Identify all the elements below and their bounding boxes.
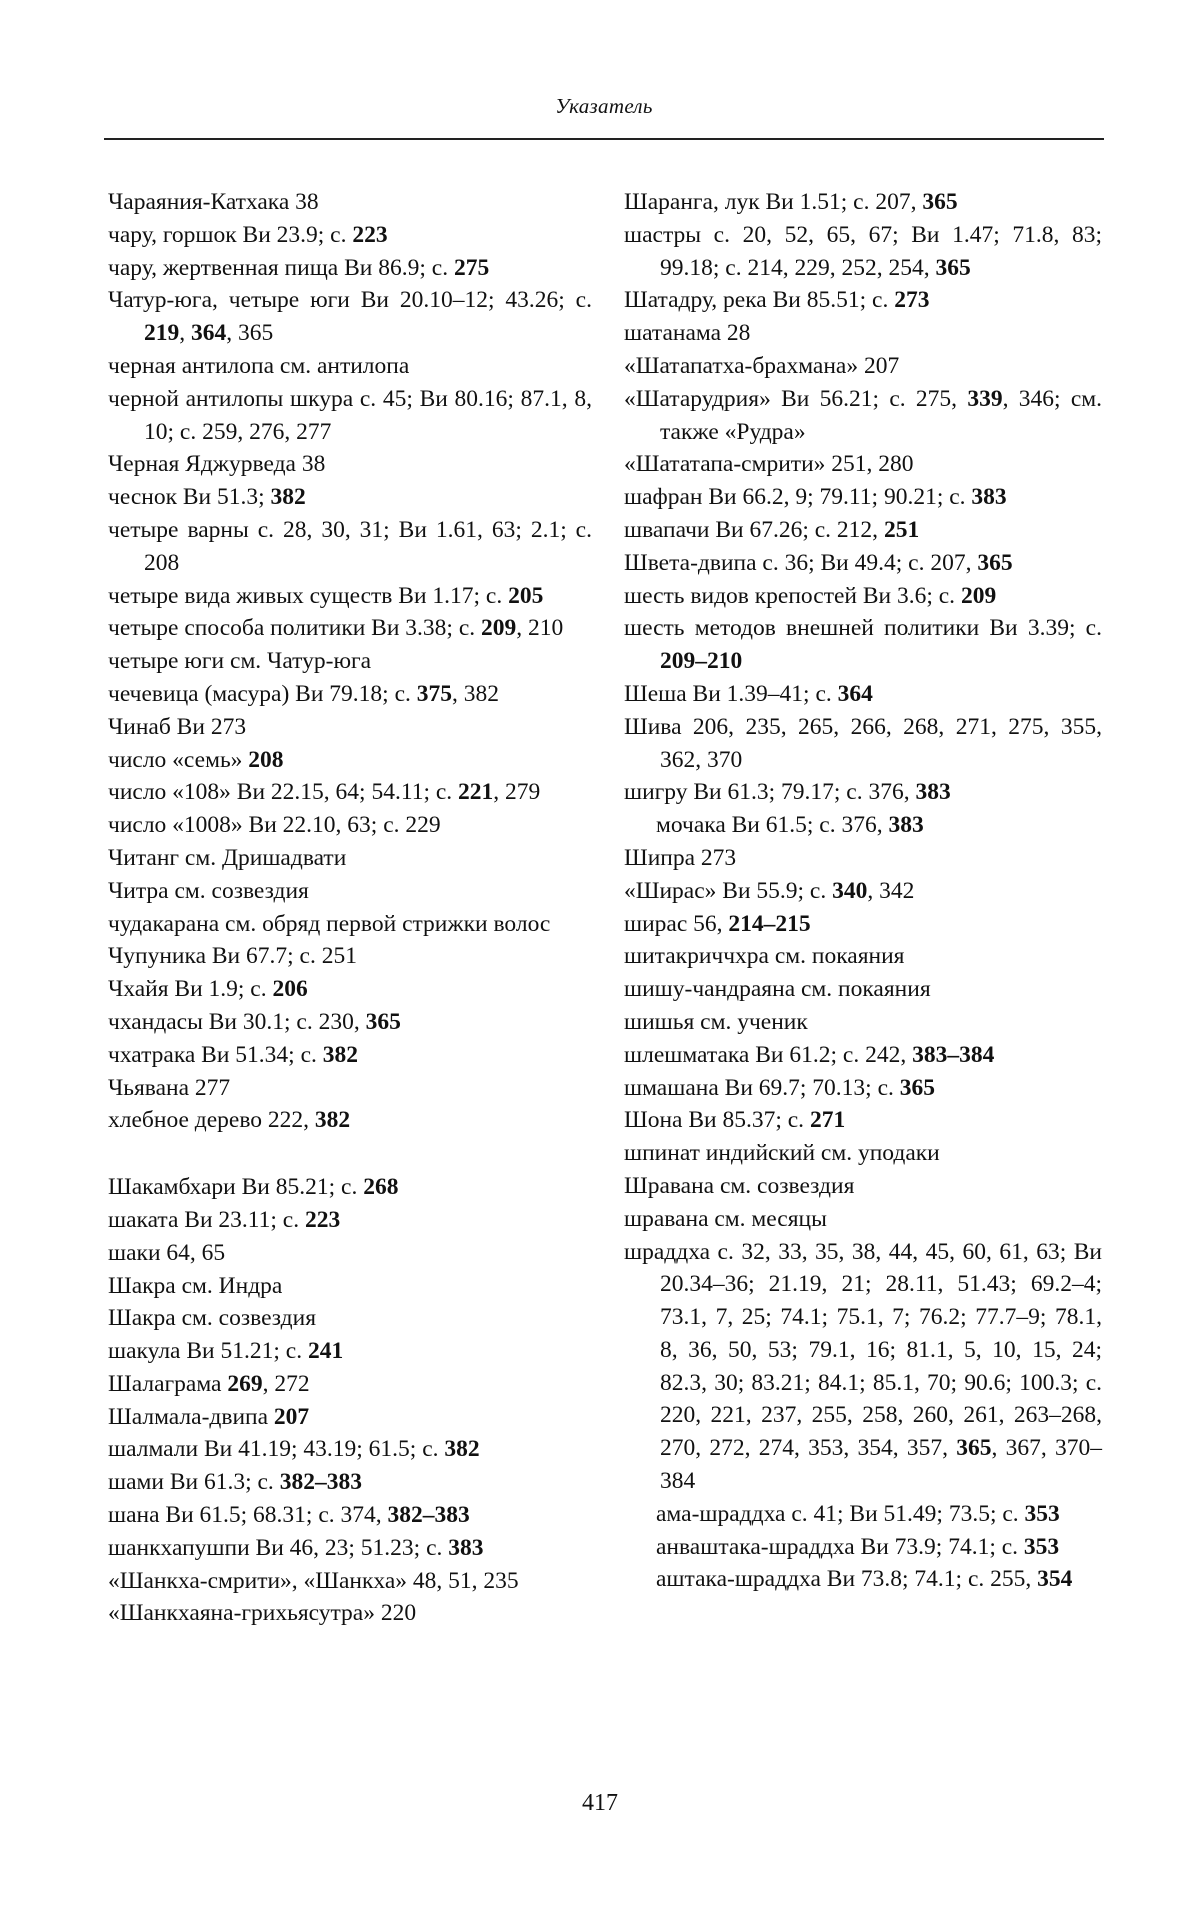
index-entry: чечевица (масура) Ви 79.18; с. 375, 382 bbox=[108, 680, 500, 707]
index-entry: Чхайя Ви 1.9; с. 206 bbox=[108, 976, 308, 1003]
index-entry: черная антилопа см. антилопа bbox=[108, 352, 410, 379]
page-number: 417 bbox=[582, 1790, 618, 1816]
index-entry: четыре варны с. 28, 30, 31; Ви 1.61, 63; 2.1; с. 208 bbox=[108, 516, 592, 576]
index-entry: шлешматака Ви 61.2; с. 242, 383–384 bbox=[624, 1041, 995, 1068]
index-column-right bbox=[624, 186, 1102, 1596]
index-entry: Шаранга, лук Ви 1.51; с. 207, 365 bbox=[624, 189, 958, 215]
index-entry: четыре юги см. Чатур-юга bbox=[108, 648, 372, 675]
index-entry: шесть методов внешней политики Ви 3.39; с. 209–210 bbox=[624, 615, 1102, 675]
index-entry: черной антилопы шкура с. 45; Ви 80.16; 87.1, 8, 10; с. 259, 276, 277 bbox=[108, 385, 592, 445]
index-entry: Читанг см. Дришадвати bbox=[108, 844, 347, 871]
index-entry: Шива 206, 235, 265, 266, 268, 271, 275, 355, 362, 370 bbox=[624, 713, 1102, 773]
index-entry: четыре вида живых существ Ви 1.17; с. 205 bbox=[108, 582, 544, 609]
index-entry: шишья см. ученик bbox=[624, 1008, 808, 1035]
index-entry: шанкхапушпи Ви 46, 23; 51.23; с. 383 bbox=[108, 1534, 484, 1561]
index-entry: «Шатапатха-брахмана» 207 bbox=[624, 352, 900, 379]
index-entry: шишу-чандраяна см. покаяния bbox=[624, 976, 931, 1003]
index-entry: «Шатарудрия» Ви 56.21; с. 275, 339, 346; см. также «Рудра» bbox=[624, 385, 1102, 445]
index-entry: чхатрака Ви 51.34; с. 382 bbox=[108, 1041, 359, 1068]
index-entry: хлебное дерево 222, 382 bbox=[108, 1107, 351, 1134]
index-entry: Шатадру, река Ви 85.51; с. 273 bbox=[624, 287, 930, 314]
index-entry: четыре способа политики Ви 3.38; с. 209, 210 bbox=[108, 615, 564, 642]
index-entry: «Шататапа-смрити» 251, 280 bbox=[624, 451, 914, 478]
index-subentry: мочака Ви 61.5; с. 376, 383 bbox=[656, 812, 924, 839]
index-entry: «Шанкхаяна-грихьясутра» 220 bbox=[108, 1600, 417, 1627]
index-entry: чару, жертвенная пища Ви 86.9; с. 275 bbox=[108, 254, 490, 281]
index-entry: Шалаграма 269, 272 bbox=[108, 1370, 310, 1397]
index-entry: шами Ви 61.3; с. 382–383 bbox=[108, 1469, 362, 1496]
index-entry: Шеша Ви 1.39–41; с. 364 bbox=[624, 680, 873, 707]
index-entry: Чупуника Ви 67.7; с. 251 bbox=[108, 943, 357, 970]
index-entry: Шалмала-двипа 207 bbox=[108, 1403, 310, 1430]
index-subentry: анваштака-шраддха Ви 73.9; 74.1; с. 353 bbox=[656, 1533, 1060, 1560]
index-entry: чеснок Ви 51.3; 382 bbox=[108, 484, 306, 511]
index-entry: шравана см. месяцы bbox=[624, 1205, 827, 1232]
index-entry: Шакра см. Индра bbox=[108, 1272, 283, 1299]
index-entry: шаката Ви 23.11; с. 223 bbox=[108, 1206, 341, 1233]
index-entry: чхандасы Ви 30.1; с. 230, 365 bbox=[108, 1008, 401, 1035]
header-rule bbox=[104, 138, 1104, 140]
index-entry: шатанама 28 bbox=[624, 320, 751, 347]
index-entry: шаки 64, 65 bbox=[108, 1239, 226, 1266]
index-entry: чудакарана см. обряд первой стрижки волос bbox=[108, 910, 551, 937]
index-entry: Чинаб Ви 273 bbox=[108, 713, 247, 740]
index-entry: шитакриччхра см. покаяния bbox=[624, 943, 905, 970]
index-entry: Черная Яджурведа 38 bbox=[108, 451, 326, 478]
index-entry: «Шанкха-смрити», «Шанкха» 48, 51, 235 bbox=[108, 1567, 519, 1594]
index-entry: число «108» Ви 22.15, 64; 54.11; с. 221, 279 bbox=[108, 779, 541, 806]
index-entry: шакула Ви 51.21; с. 241 bbox=[108, 1338, 344, 1365]
index-entry: число «семь» 208 bbox=[108, 746, 284, 773]
index-entry: шмашана Ви 69.7; 70.13; с. 365 bbox=[624, 1074, 936, 1101]
index-subentry: аштака-шраддха Ви 73.8; 74.1; с. 255, 354 bbox=[656, 1566, 1073, 1593]
index-entry: Шипра 273 bbox=[624, 844, 737, 871]
index-entry: чару, горшок Ви 23.9; с. 223 bbox=[108, 221, 388, 248]
running-header: Указатель bbox=[555, 94, 653, 118]
index-entry: шраддха с. 32, 33, 35, 38, 44, 45, 60, 61, 63; Ви 20.34–36; 21.19, 21; 28.11, 51.43; 69.2–4; 73.1, 7, 25; 74.1; 75.1, 7; 76.2; 77.7–9; 78.1, 8, 36, 50, 53; 79.1, 16; 81.1, 5, 10, 15, 24; 82.3, 30; 83.21; 84.1; 85.1, 70; 90.6; 100.3; с. 220, 221, 237, 255, 258, 260, 261, 263–268, 270, 272, 274, 353, 354, 357, 365, 367, 370–384 bbox=[624, 1238, 1102, 1495]
index-entry: Шравана см. созвездия bbox=[624, 1172, 855, 1199]
index-entry: шпинат индийский см. уподаки bbox=[624, 1140, 940, 1167]
index-entry: шафран Ви 66.2, 9; 79.11; 90.21; с. 383 bbox=[624, 484, 1007, 511]
index-entry: ширас 56, 214–215 bbox=[624, 910, 811, 937]
index-entry: Читра см. созвездия bbox=[108, 877, 309, 904]
index-entry: Чьявана 277 bbox=[108, 1074, 231, 1101]
index-entry: швапачи Ви 67.26; с. 212, 251 bbox=[624, 516, 920, 543]
index-entry: «Ширас» Ви 55.9; с. 340, 342 bbox=[624, 877, 915, 904]
index-entry: Швета-двипа с. 36; Ви 49.4; с. 207, 365 bbox=[624, 549, 1013, 576]
index-entry: Чараяния-Катхака 38 bbox=[108, 189, 319, 215]
index-entry: шастры с. 20, 52, 65, 67; Ви 1.47; 71.8, 83; 99.18; с. 214, 229, 252, 254, 365 bbox=[624, 221, 1102, 281]
index-entry: число «1008» Ви 22.10, 63; с. 229 bbox=[108, 812, 441, 839]
index-entry: шесть видов крепостей Ви 3.6; с. 209 bbox=[624, 582, 997, 609]
section-gap bbox=[108, 1137, 592, 1171]
index-entry: шана Ви 61.5; 68.31; с. 374, 382–383 bbox=[108, 1502, 470, 1529]
index-subentry: ама-шраддха с. 41; Ви 51.49; 73.5; с. 353 bbox=[656, 1500, 1060, 1527]
index-entry: Шакамбхари Ви 85.21; с. 268 bbox=[108, 1174, 399, 1201]
index-column-left bbox=[108, 186, 592, 1630]
index-entry: Шона Ви 85.37; с. 271 bbox=[624, 1107, 846, 1134]
index-entry: шигру Ви 61.3; 79.17; с. 376, 383 bbox=[624, 779, 951, 806]
index-entry: шалмали Ви 41.19; 43.19; 61.5; с. 382 bbox=[108, 1436, 480, 1463]
index-entry: Чатур-юга, четыре юги Ви 20.10–12; 43.26; с. 219, 364, 365 bbox=[108, 287, 592, 347]
index-entry: Шакра см. созвездия bbox=[108, 1305, 317, 1332]
